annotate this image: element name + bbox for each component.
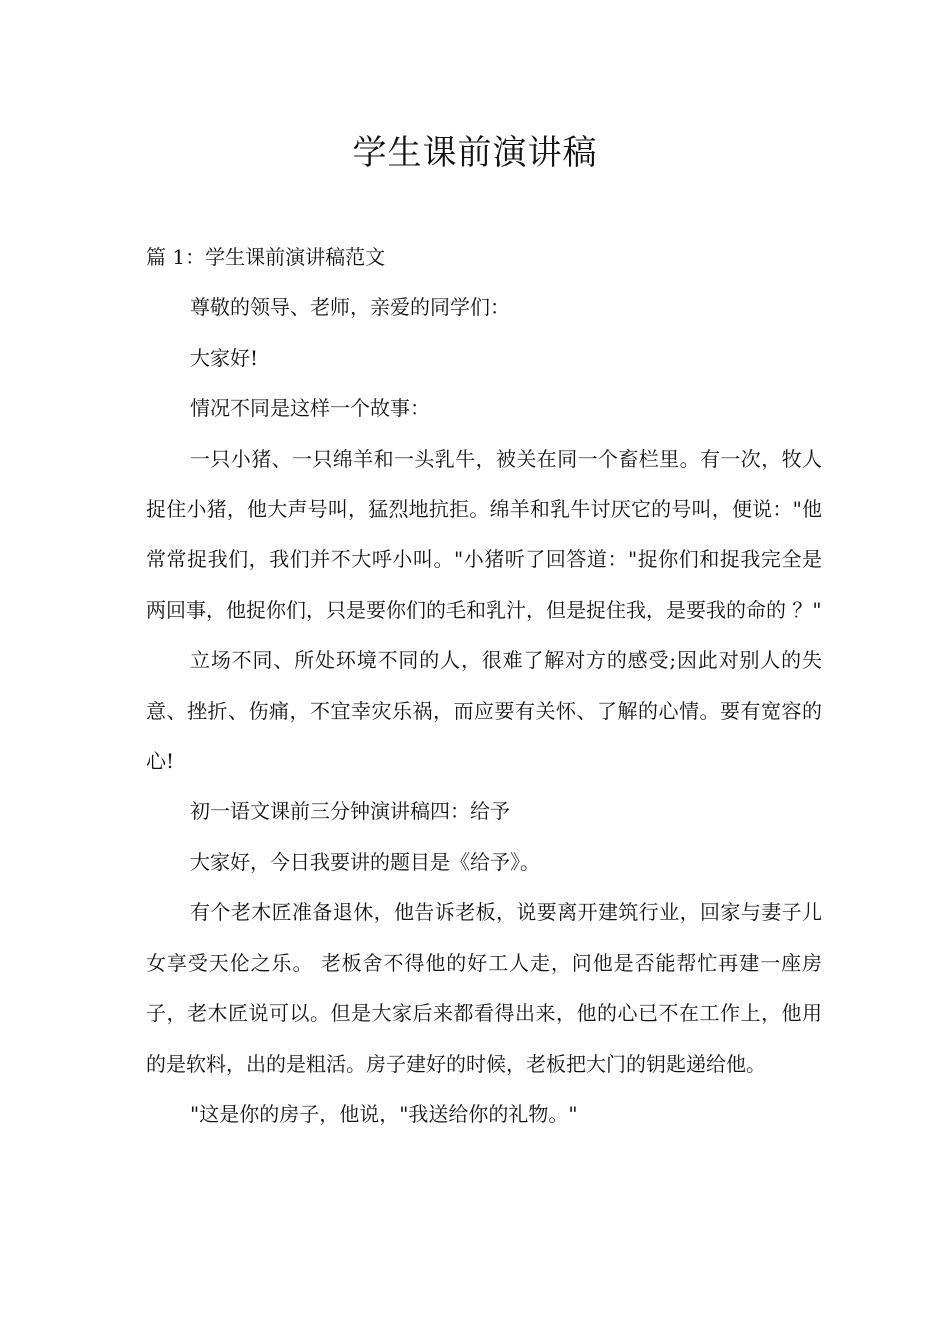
document-body (146, 232, 822, 1139)
speech-title-paragraph: 初一语文课前三分钟演讲稿四：给予 (190, 799, 510, 824)
speech-opening-paragraph: 大家好，今日我要讲的题目是《给予》。 (190, 849, 540, 874)
story-intro-paragraph: 情况不同是这样一个故事： (190, 396, 430, 421)
dialogue-paragraph: "这是你的房子，他说，"我送给你的礼物。" (190, 1101, 578, 1126)
greeting-paragraph: 大家好! (190, 345, 259, 370)
section-heading: 篇 1：学生课前演讲稿范文 (146, 245, 386, 269)
document-title: 学生课前演讲稿 (352, 133, 598, 173)
carpenter-story-paragraph: 有个老木匠准备退休，他告诉老板，说要离开建筑行业，回家与妻子儿女享受天伦之乐。 老板舍不得他的好工人走，问他是否能帮忙再建一座房子，老木匠说可以。但是大家后来都看得出来，他的心已不在工作上，他用的是软料，出的是粗活。房子建好的时候，老板把大门的钥匙递给他。 (146, 900, 822, 1076)
moral-paragraph: 立场不同、所处环境不同的人，很难了解对方的感受;因此对别人的失意、挫折、伤痛，不宜幸灾乐祸，而应要有关怀、了解的心情。要有宽容的心! (146, 648, 822, 774)
pig-story-paragraph: 一只小猪、一只绵羊和一头乳牛，被关在同一个畜栏里。有一次，牧人捉住小猪，他大声号叫，猛烈地抗拒。绵羊和乳牛讨厌它的号叫，便说："他常常捉我们，我们并不大呼小叫。"小猪听了回答道："捉你们和捉我完全是两回事，他捉你们，只是要你们的毛和乳汁，但是捉住我，是要我的命的 ？" (146, 446, 822, 622)
salutation-paragraph: 尊敬的领导、老师，亲爱的同学们： (190, 295, 510, 320)
